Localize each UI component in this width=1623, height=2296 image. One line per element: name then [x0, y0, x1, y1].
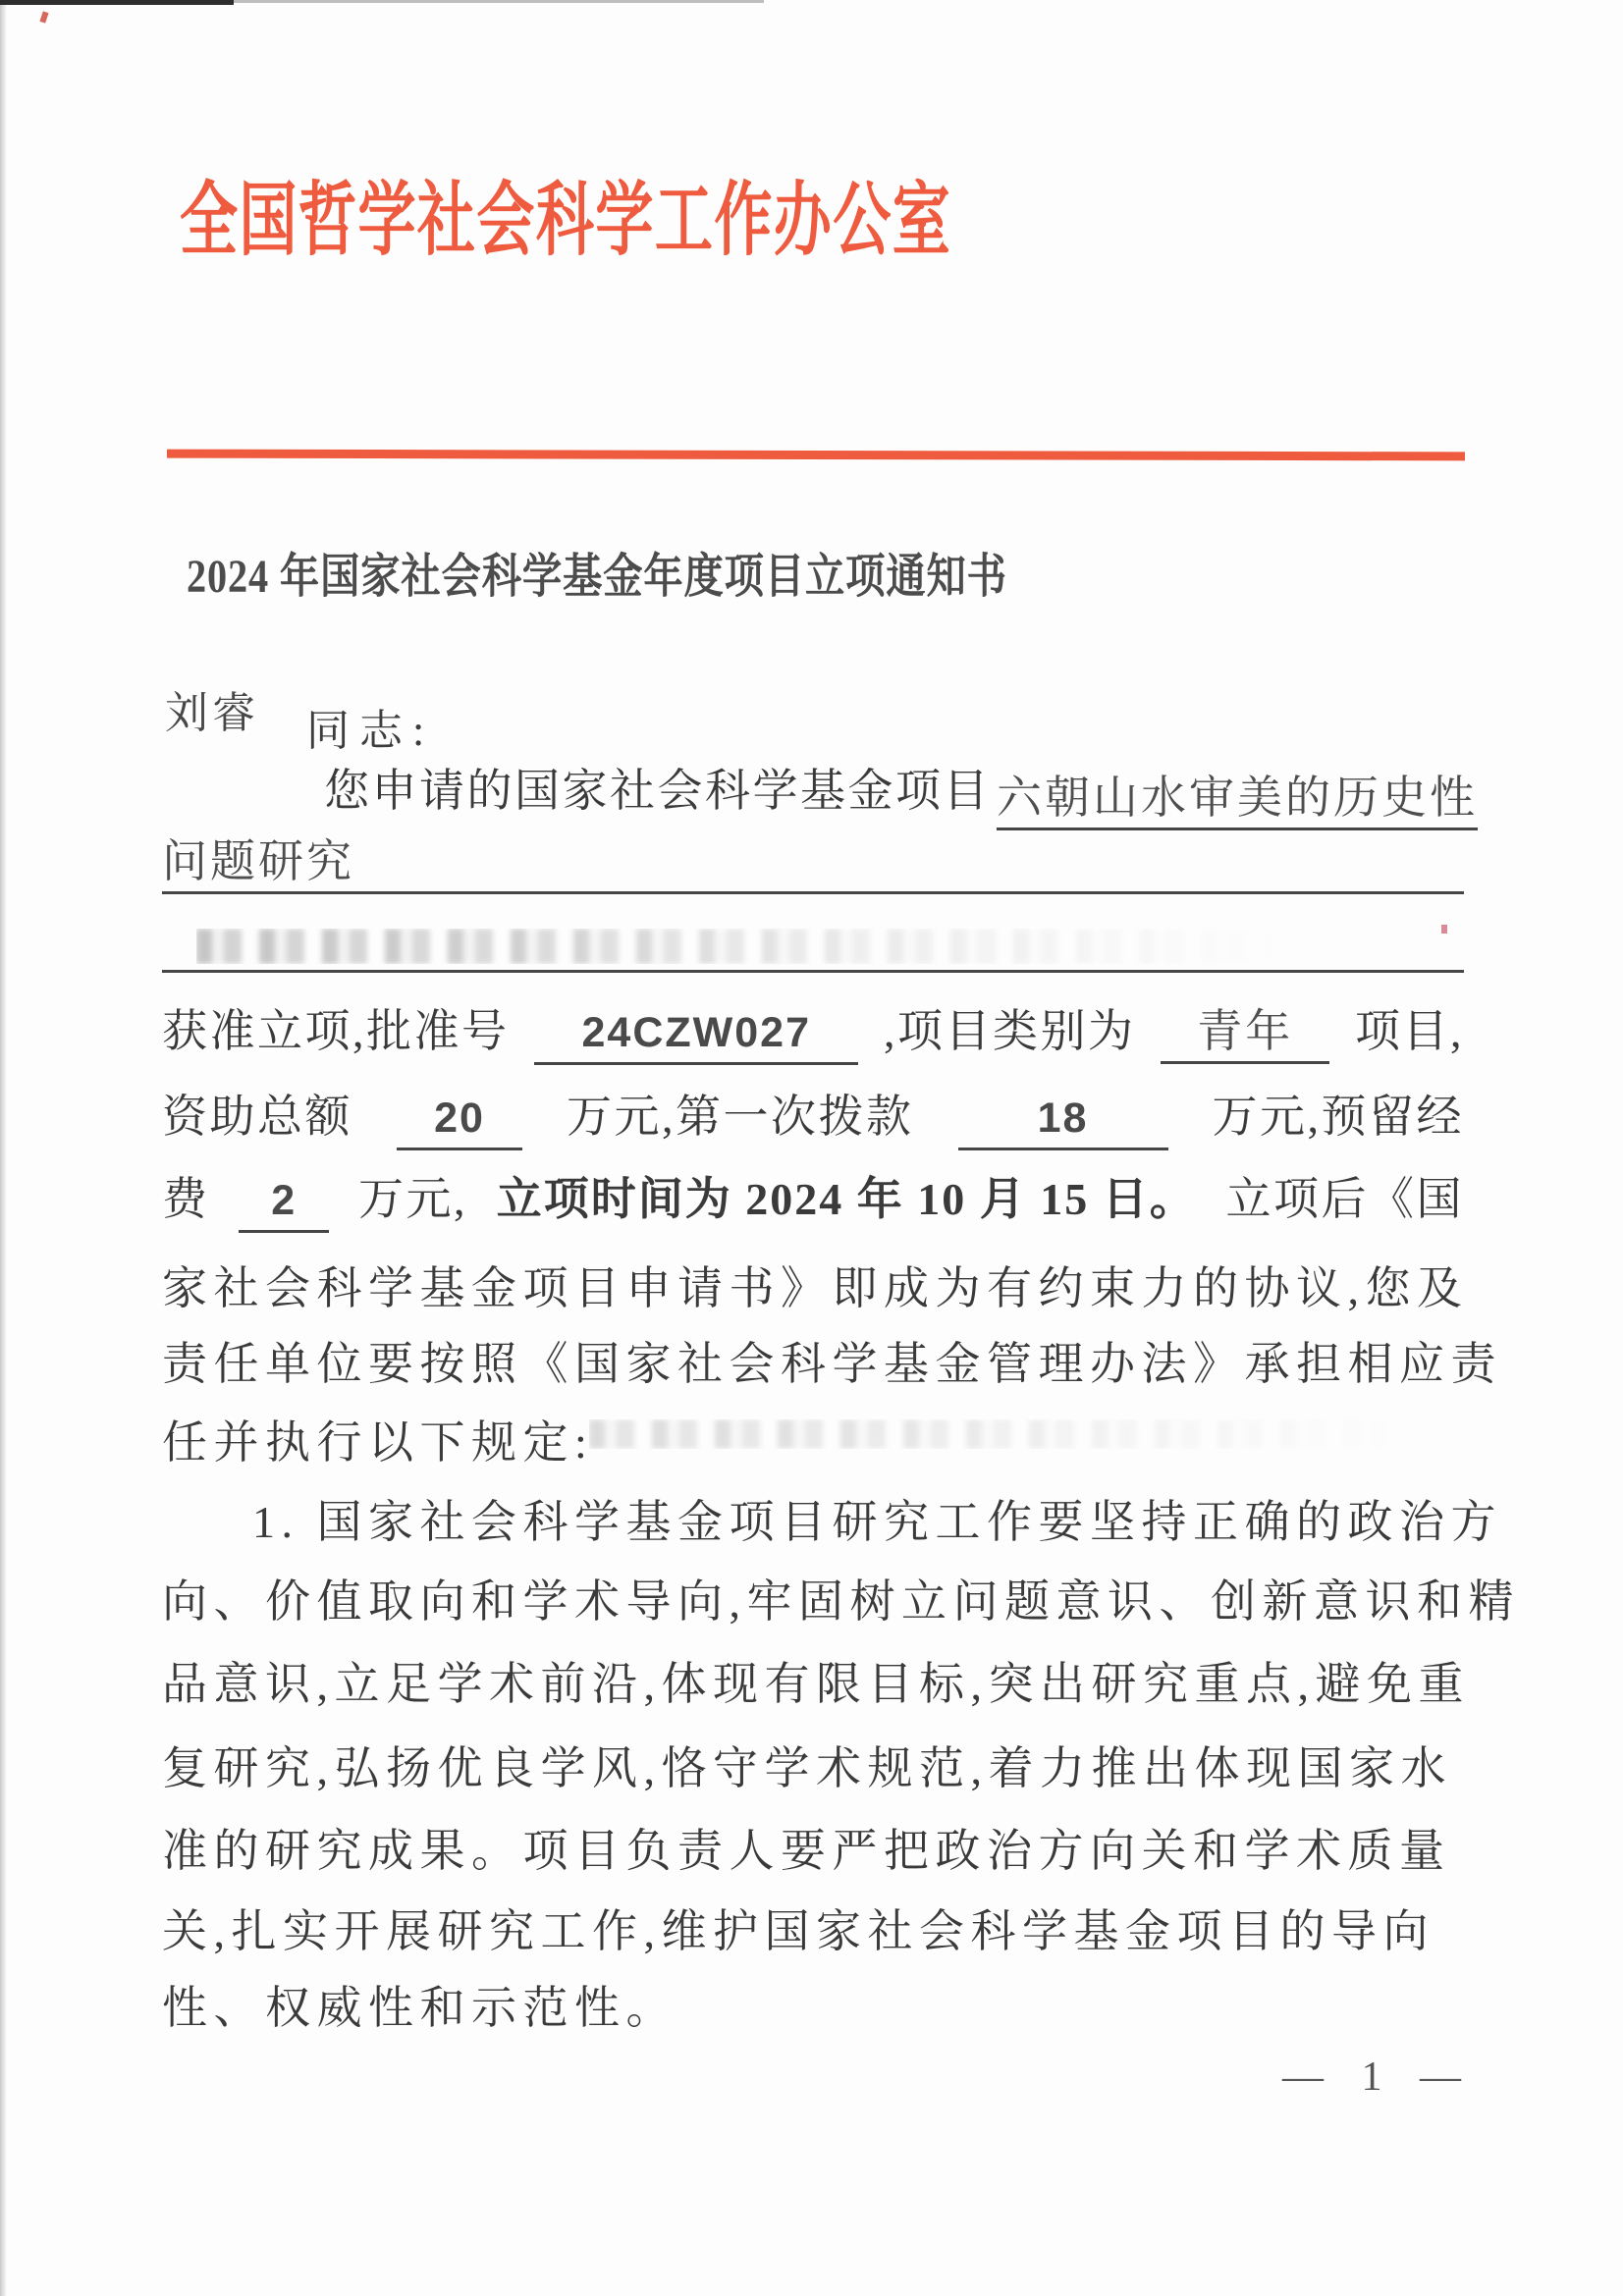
project-name-continuation: 问题研究 [162, 836, 354, 886]
body-line-project-continuation [162, 832, 1464, 894]
body-line: 1. 国家社会科学基金项目研究工作要坚持正确的政治方 [252, 1497, 1502, 1547]
reserve-mid: 万元, [358, 1174, 467, 1224]
scan-edge-artifact [0, 0, 234, 5]
letterhead-rule [167, 450, 1465, 461]
reserve-suffix: 立项后《国 [1225, 1174, 1464, 1224]
body-line: 关,扎实开展研究工作,维护国家社会科学基金项目的导向 [162, 1906, 1434, 1956]
body-line: 责任单位要按照《国家社会科学基金管理办法》承担相应责 [162, 1339, 1502, 1389]
body-line: 向、价值取向和学术导向,牢固树立问题意识、创新意识和精 [162, 1576, 1520, 1627]
reserve-amount-blank: 2 [239, 1175, 329, 1233]
funding-mid: 万元,第一次拨款 [567, 1092, 914, 1142]
total-amount-blank: 20 [397, 1093, 522, 1150]
body-line-funding [162, 1088, 1464, 1147]
body-line: 任并执行以下规定: [162, 1417, 594, 1468]
salutation-suffix: 同志: [306, 707, 435, 755]
approval-suffix: 项目, [1355, 1006, 1464, 1056]
bleed-through-smudge [589, 1419, 1434, 1449]
body-line: 家社会科学基金项目申请书》即成为有约束力的协议,您及 [162, 1263, 1469, 1313]
project-name-blank: 六朝山水审美的历史性 [997, 773, 1478, 830]
body-line: 准的研究成果。项目负责人要严把政治方向关和学术质量 [162, 1826, 1451, 1876]
approval-date-bold: 立项时间为 2024 年 10 月 15 日。 [496, 1174, 1197, 1224]
scan-edge-artifact [234, 0, 764, 3]
page-title: 2024 年国家社会科学基金年度项目立项通知书 [187, 551, 1007, 603]
recipient-name: 刘睿 [165, 689, 259, 737]
scan-edge-artifact [0, 0, 7, 2296]
approval-mid: ,项目类别为 [884, 1006, 1136, 1056]
body-line: 复研究,弘扬优良学风,恪守学术规范,着力推出体现国家水 [162, 1743, 1452, 1793]
approval-number-blank: 24CZW027 [534, 1007, 858, 1065]
approval-prefix: 获准立项,批准号 [162, 1006, 510, 1056]
project-category-blank: 青年 [1161, 1006, 1329, 1064]
body-line-approval [162, 1002, 1464, 1061]
page-number: — 1 — [1282, 2055, 1475, 2100]
body-line: 性、权威性和示范性。 [162, 1983, 677, 2033]
funding-prefix: 资助总额 [162, 1092, 352, 1142]
letterhead-title: 全国哲学社会科学工作办公室 [180, 176, 952, 265]
funding-suffix: 万元,预留经 [1212, 1092, 1464, 1142]
intro-prefix: 您申请的国家社会科学基金项目 [324, 766, 991, 816]
body-line: 品意识,立足学术前沿,体现有限目标,突出研究重点,避免重 [162, 1659, 1470, 1709]
scan-speck [39, 11, 48, 23]
first-payment-blank: 18 [958, 1093, 1168, 1150]
body-line-reserve [162, 1170, 1464, 1229]
reserve-prefix: 费 [162, 1174, 210, 1224]
bleed-through-smudge [196, 929, 1286, 964]
body-line-intro [162, 762, 1478, 823]
